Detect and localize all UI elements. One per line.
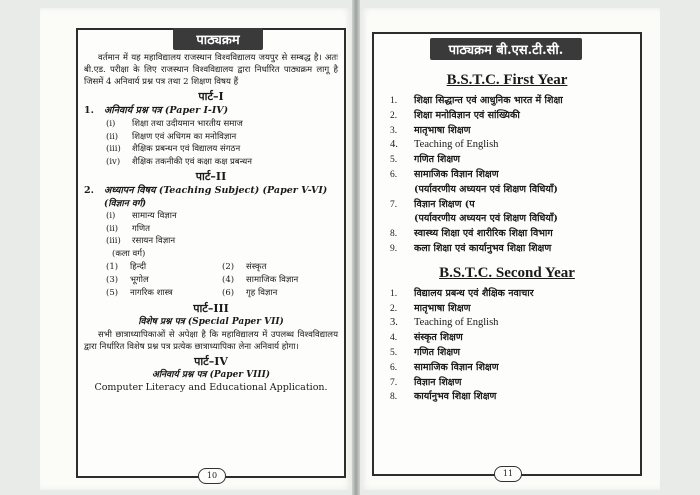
list-item: (3) भूगोल: [106, 274, 149, 285]
list-item: 1. शिक्षा सिद्धान्त एवं आधुनिक भारत में शिक्षा: [390, 95, 563, 106]
list-item: (6) गृह विज्ञान: [222, 287, 278, 298]
part-1-title: [84, 105, 338, 117]
list-item: 6. सामाजिक विज्ञान शिक्षण: [390, 168, 499, 180]
list-item: (iv) शैक्षिक तकनीकी एवं कक्षा कक्ष प्रबन्धन: [106, 156, 252, 167]
list-item: (1) हिन्दी: [106, 261, 147, 272]
list-item: 8. कार्यानुभव शिक्षा शिक्षण: [390, 391, 497, 403]
part-3-label: पार्ट–III: [193, 301, 229, 315]
left-page-content: [84, 52, 338, 395]
part-4-text: Computer Literacy and Educational Application.: [94, 381, 328, 393]
part-1-title-text: अनिवार्य प्रश्न पत्र (Paper I-IV): [104, 105, 229, 116]
list-item: 2. मातृभाषा शिक्षण: [390, 302, 471, 314]
list-item: 7. विज्ञान शिक्षण: [390, 376, 462, 388]
list-item: 3. Teaching of English: [390, 317, 499, 329]
right-page: [360, 8, 660, 490]
list-item: (i) सामान्य विज्ञान: [106, 211, 177, 221]
list-item: 9. कला शिक्षा एवं कार्यानुभव शिक्षा शिक्षण: [390, 242, 552, 254]
part-1-number: 1.: [84, 105, 94, 116]
list-item: 7. विज्ञान शिक्षण (प: [390, 198, 475, 210]
list-item: 8. स्वास्थ्य शिक्षा एवं शारीरिक शिक्षा विभाग: [390, 228, 553, 240]
second-year-list: [380, 287, 634, 405]
list-item: 2. शिक्षा मनोविज्ञान एवं सांख्यिकी: [390, 109, 520, 121]
list-item: (ii) शिक्षण एवं अधिगम का मनोविज्ञान: [106, 131, 237, 142]
list-item: (i) शिक्षा तथा उदीयमान भारतीय समाज: [106, 119, 243, 129]
first-year-title: B.S.T.C. First Year: [446, 72, 568, 88]
arts-group-label: (कला वर्ग): [112, 248, 146, 259]
right-page-header: पाठ्यक्रम बी.एस.टी.सी.: [430, 38, 582, 60]
part-4-label: पार्ट–IV: [194, 354, 228, 368]
part-1-list: [84, 118, 338, 168]
list-item: 6. सामाजिक विज्ञान शिक्षण: [390, 361, 499, 373]
intro-paragraph: वर्तमान में यह महाविद्यालय राजस्थान विश्वविद्यालय जयपुर से सम्बद्ध है। अतः बी.एड. परीक्षा के लिए राजस्थान विश्वविद्यालय द्वारा निर्धारित पाठ्यक्रम लागू है जिसमें 4 अनिवार्य प्रश्न पत्र तथा 2 शिक्षण विषय हैं: [84, 53, 338, 87]
part-2-number: 2.: [84, 185, 94, 196]
part-2-title: [84, 185, 338, 197]
list-item: (4) सामाजिक विज्ञान: [222, 274, 299, 285]
part-2-science-list: [84, 210, 338, 248]
list-item: 5. गणित शिक्षण: [390, 154, 461, 166]
list-item: 4. Teaching of English: [390, 139, 499, 151]
list-item: (5) नागरिक शास्त्र: [106, 287, 173, 298]
list-item: 4. संस्कृत शिक्षण: [390, 332, 463, 344]
book-gutter: [352, 0, 360, 495]
left-page-frame: [76, 28, 346, 478]
part-4-title: अनिवार्य प्रश्न पत्र (Paper VIII): [151, 369, 271, 380]
science-group-label: (विज्ञान वर्ग): [104, 199, 147, 209]
list-item: 1. विद्यालय प्रबन्ध एवं शैक्षिक नवाचार: [390, 287, 534, 299]
right-page-number: 11: [494, 466, 522, 482]
part-3-paragraph: सभी छात्राध्यापिकाओं से अपेक्षा है कि महाविद्यालय में उपलब्ध विश्वविद्यालय द्वारा निर्धारित विशेष प्रश्न पत्र प्रत्येक छात्राध्यापिका लेना अनिवार्य होगा।: [84, 329, 338, 352]
list-item: (पर्यावरणीय अध्ययन एवं शिक्षण विधियाँ): [414, 213, 558, 225]
first-year-list: [380, 94, 634, 257]
list-item: (iii) रसायन विज्ञान: [106, 236, 176, 246]
part-2-title-text: अध्यापन विषय (Teaching Subject) (Paper V-VI): [104, 185, 328, 196]
left-page: [40, 8, 352, 490]
second-year-title: B.S.T.C. Second Year: [439, 264, 575, 281]
list-item: (पर्यावरणीय अध्ययन एवं शिक्षण विधियाँ): [414, 183, 558, 195]
list-item: (2) संस्कृत: [222, 261, 267, 272]
part-1-label: पार्ट–I: [198, 90, 224, 103]
right-page-content: [380, 70, 634, 405]
arts-subject-grid: [84, 261, 338, 300]
left-page-header: पाठ्यक्रम: [173, 28, 263, 50]
list-item: 5. गणित शिक्षण: [390, 346, 461, 358]
part-3-title: विशेष प्रश्न पत्र (Special Paper VII): [138, 316, 284, 327]
list-item: 3. मातृभाषा शिक्षण: [390, 124, 471, 136]
list-item: (iii) शैक्षिक प्रबन्धन एवं विद्यालय संगठन: [106, 144, 241, 154]
left-page-number: 10: [198, 468, 226, 484]
list-item: (ii) गणित: [106, 223, 150, 234]
part-2-label: पार्ट–II: [195, 170, 227, 183]
right-page-frame: [372, 32, 642, 476]
